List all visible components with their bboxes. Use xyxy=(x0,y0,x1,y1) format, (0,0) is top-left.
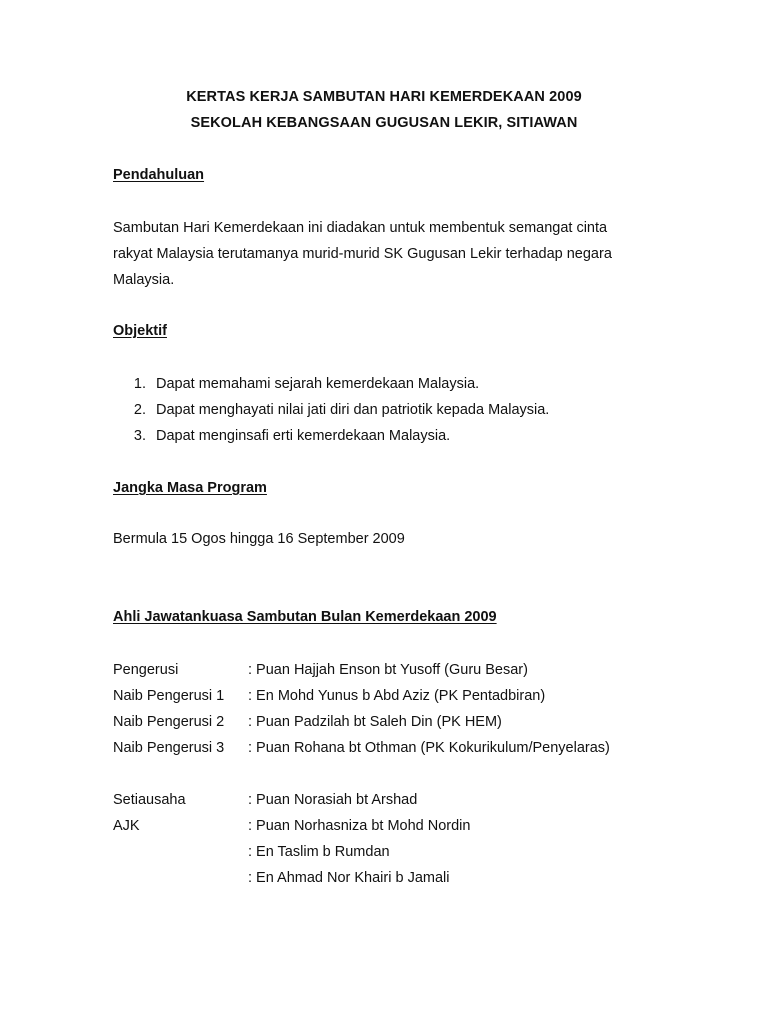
list-text: Dapat menginsafi erti kemerdekaan Malaysia. xyxy=(156,428,451,444)
list-item xyxy=(113,423,549,449)
committee-role: Naib Pengerusi 1 xyxy=(113,688,225,704)
committee-heading: Ahli Jawatankuasa Sambutan Bulan Kemerdekaan 2009 xyxy=(113,609,497,625)
intro-paragraph xyxy=(113,215,673,293)
committee-member: : Puan Norhasniza bt Mohd Nordin xyxy=(248,818,471,834)
committee-role: AJK xyxy=(113,818,140,834)
intro-line: Malaysia. xyxy=(113,272,175,288)
committee-role: Setiausaha xyxy=(113,792,186,808)
committee-role: Naib Pengerusi 3 xyxy=(113,740,225,756)
list-text: Dapat memahami sejarah kemerdekaan Malaysia. xyxy=(156,376,480,392)
intro-heading: Pendahuluan xyxy=(113,167,205,183)
committee-role: Naib Pengerusi 2 xyxy=(113,714,225,730)
committee-member: : En Mohd Yunus b Abd Aziz (PK Pentadbiran) xyxy=(248,688,546,704)
duration-heading: Jangka Masa Program xyxy=(113,480,267,496)
list-number: 1. xyxy=(133,376,146,392)
list-number: 3. xyxy=(133,428,146,444)
committee-member: : Puan Rohana bt Othman (PK Kokurikulum/Penyelaras) xyxy=(248,740,610,756)
committee-member: : Puan Padzilah bt Saleh Din (PK HEM) xyxy=(248,714,502,730)
document-title-line-1: KERTAS KERJA SAMBUTAN HARI KEMERDEKAAN 2009 xyxy=(186,89,582,105)
duration-text: Bermula 15 Ogos hingga 16 September 2009 xyxy=(113,531,405,547)
document-title-line-2: SEKOLAH KEBANGSAAN GUGUSAN LEKIR, SITIAWAN xyxy=(190,115,578,131)
list-item xyxy=(113,371,549,397)
committee-member: : Puan Norasiah bt Arshad xyxy=(248,792,418,808)
intro-line: rakyat Malaysia terutamanya murid-murid SK Gugusan Lekir terhadap negara xyxy=(113,246,612,262)
committee-member: : En Taslim b Rumdan xyxy=(248,844,390,860)
list-text: Dapat menghayati nilai jati diri dan patriotik kepada Malaysia. xyxy=(156,402,550,418)
intro-line: Sambutan Hari Kemerdekaan ini diadakan untuk membentuk semangat cinta xyxy=(113,220,608,236)
committee-member: : En Ahmad Nor Khairi b Jamali xyxy=(248,870,450,886)
committee-member: : Puan Hajjah Enson bt Yusoff (Guru Besar) xyxy=(248,662,528,678)
objectives-list xyxy=(113,371,549,449)
committee-role: Pengerusi xyxy=(113,662,179,678)
list-item xyxy=(113,397,549,423)
list-number: 2. xyxy=(133,402,146,418)
objectives-heading: Objektif xyxy=(113,323,167,339)
